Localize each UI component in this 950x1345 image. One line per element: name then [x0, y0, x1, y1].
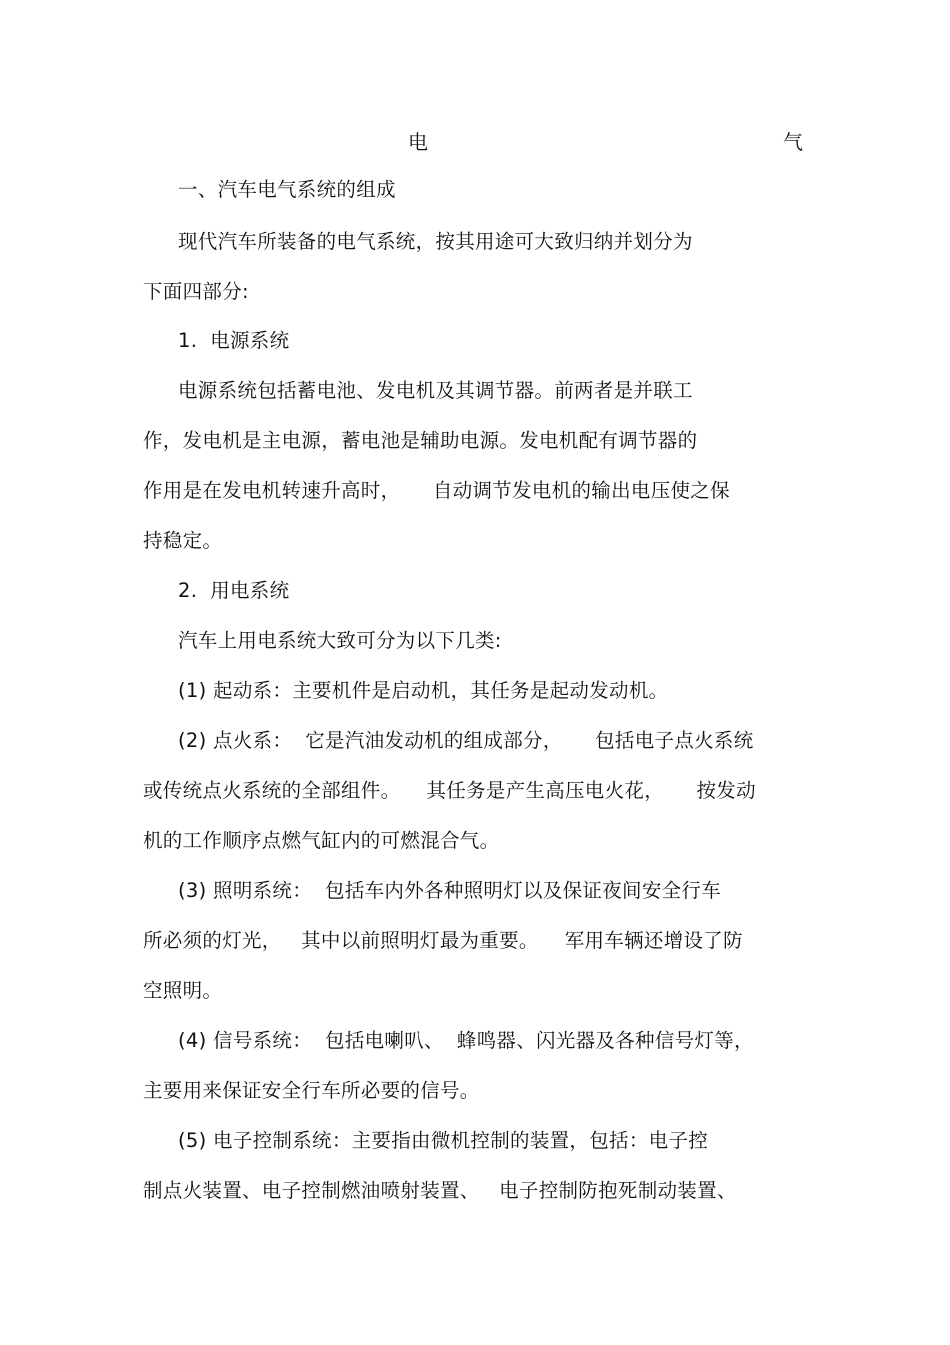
list-item: (5) 电子控制系统：主要指由微机控制的装置，包括：电子控 — [178, 1129, 709, 1152]
subsection-heading: 1. 电源系统 — [178, 329, 290, 352]
paragraph-line: 作用是在发电机转速升高时， 自动调节发电机的输出电压使之保 — [143, 479, 730, 502]
paragraph-line: 制点火装置、电子控制燃油喷射装置、 电子控制防抱死制动装置、 — [143, 1179, 737, 1202]
list-item: (3) 照明系统： 包括车内外各种照明灯以及保证夜间安全行车 — [178, 879, 722, 902]
paragraph-line: 主要用来保证安全行车所必要的信号。 — [143, 1079, 480, 1102]
paragraph-line: 下面四部分: — [143, 280, 249, 303]
paragraph-line: 汽车上用电系统大致可分为以下几类: — [178, 629, 502, 652]
paragraph-line: 持稳定。 — [143, 529, 223, 552]
paragraph-line: 空照明。 — [143, 979, 223, 1002]
title-char-right: 气 — [783, 130, 803, 154]
paragraph-line: 机的工作顺序点燃气缸内的可燃混合气。 — [143, 829, 500, 852]
subsection-heading: 2. 用电系统 — [178, 579, 290, 602]
paragraph-line: 电源系统包括蓄电池、发电机及其调节器。前两者是并联工 — [178, 379, 693, 402]
list-item: (2) 点火系： 它是汽油发动机的组成部分， 包括电子点火系统 — [178, 729, 754, 752]
list-item: (1) 起动系：主要机件是启动机，其任务是起动发动机。 — [178, 679, 669, 702]
paragraph-line: 现代汽车所装备的电气系统，按其用途可大致归纳并划分为 — [178, 230, 693, 253]
section-heading: 一、汽车电气系统的组成 — [178, 178, 396, 201]
title-char-left: 电 — [408, 130, 428, 154]
list-item: (4) 信号系统： 包括电喇叭、 蜂鸣器、闪光器及各种信号灯等， — [178, 1029, 754, 1052]
paragraph-line: 或传统点火系统的全部组件。 其任务是产生高压电火花， 按发动 — [143, 779, 756, 802]
paragraph-line: 作，发电机是主电源，蓄电池是辅助电源。发电机配有调节器的 — [143, 429, 698, 452]
paragraph-line: 所必须的灯光， 其中以前照明灯最为重要。 军用车辆还增设了防 — [143, 929, 743, 952]
